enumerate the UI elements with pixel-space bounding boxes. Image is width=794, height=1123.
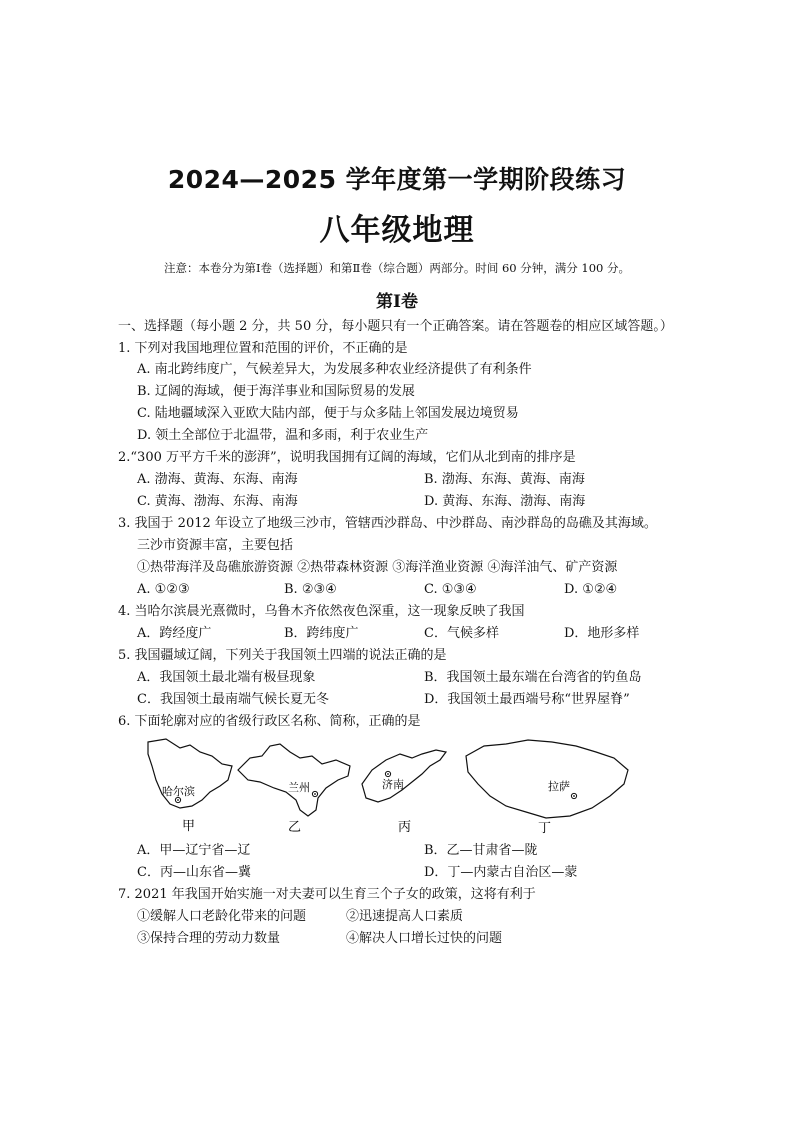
q3-stem-line2: 三沙市资源丰富，主要包括 [137,538,294,553]
q3-option-b: B. ②③④ [284,582,337,597]
map-gansu [238,744,350,835]
part-heading: 第Ⅰ卷 [376,292,418,312]
q7-item-4: ④解决人口增长过快的问题 [346,931,503,946]
q4-option-a: A．跨经度广 [137,626,212,641]
q6-option-a: A．甲—辽宁省—辽 [137,843,251,858]
q5-option-b: B．我国领土最东端在台湾省的钓鱼岛 [424,670,642,685]
exam-note: 注意：本卷分为第Ⅰ卷（选择题）和第Ⅱ卷（综合题）两部分。时间 60 分钟，满分 100 分。 [163,261,631,275]
map-city-label-1: 哈尔滨 [162,785,195,798]
q2-option-d: D. 黄海、东海、渤海、南海 [424,494,586,509]
q1-option-d: D. 领土全部位于北温带，温和多雨，利于农业生产 [137,428,429,443]
q1-option-a: A. 南北跨纬度广，气候差异大，为发展多种农业经济提供了有利条件 [137,362,532,377]
q7-item-3: ③保持合理的劳动力数量 [137,931,281,946]
q1-stem: 1. 下列对我国地理位置和范围的评价，不正确的是 [118,341,408,356]
map-tag-4: 丁 [538,821,552,836]
map-tibet [466,740,628,836]
map-tag-3: 丙 [398,820,412,835]
q3-option-c: C. ①③④ [424,582,477,597]
exam-title: 2024—2025 学年度第一学期阶段练习 [167,165,627,194]
q6-option-b: B．乙—甘肃省—陇 [424,843,538,858]
q6-option-c: C．丙—山东省—冀 [137,865,251,880]
map-city-label-4: 拉萨 [548,780,570,793]
q7-item-1: ①缓解人口老龄化带来的问题 [137,909,307,924]
q3-option-a: A. ①②③ [137,582,190,597]
q5-stem: 5. 我国疆域辽阔，下列关于我国领土四端的说法正确的是 [118,648,447,663]
q4-stem: 4. 当哈尔滨晨光熹微时，乌鲁木齐依然夜色深重，这一现象反映了我国 [118,604,525,619]
map-shandong [362,750,446,835]
q2-option-c: C. 黄海、渤海、东海、南海 [137,494,298,509]
map-city-label-3: 济南 [382,778,404,791]
map-tag-2: 乙 [288,820,302,835]
q6-stem: 6. 下面轮廓对应的省级行政区名称、简称，正确的是 [118,714,421,729]
q1-option-b: B. 辽阔的海域，便于海洋事业和国际贸易的发展 [137,384,415,399]
q2-option-b: B. 渤海、东海、黄海、南海 [424,472,585,487]
q4-option-b: B．跨纬度广 [284,626,359,641]
q3-items: ①热带海洋及岛礁旅游资源 ②热带森林资源 ③海洋渔业资源 ④海洋油气、矿产资源 [137,560,618,575]
q3-stem-line1: 3. 我国于 2012 年设立了地级三沙市，管辖西沙群岛、中沙群岛、南沙群岛的岛礁及其海域。 [118,516,657,531]
q4-option-d: D．地形多样 [564,626,640,641]
q7-stem: 7. 2021 年我国开始实施一对夫妻可以生育三个子女的政策，这将有利于 [118,887,536,902]
exam-subtitle: 八年级地理 [319,213,475,248]
section-heading: 一、选择题（每小题 2 分，共 50 分，每小题只有一个正确答案。请在答题卷的相应区域答题。） [118,319,673,334]
q2-option-a: A. 渤海、黄海、东海、南海 [137,472,298,487]
q5-option-c: C．我国领土最南端气候长夏无冬 [137,692,329,707]
q4-option-c: C．气候多样 [424,626,499,641]
q7-item-2: ②迅速提高人口素质 [346,909,464,924]
province-outline-maps [140,736,660,836]
q5-option-a: A．我国领土最北端有极昼现象 [137,670,316,685]
q2-stem: 2.“300 万平方千米的澎湃”，说明我国拥有辽阔的海域，它们从北到南的排序是 [118,450,576,465]
map-heilongjiang [148,739,232,834]
q5-option-d: D．我国领土最西端号称“世界屋脊” [424,692,630,707]
map-city-label-2: 兰州 [288,781,310,794]
q6-option-d: D．丁—内蒙古自治区—蒙 [424,865,578,880]
q1-option-c: C. 陆地疆域深入亚欧大陆内部，便于与众多陆上邻国发展边境贸易 [137,406,519,421]
map-tag-1: 甲 [182,819,196,834]
q3-option-d: D. ①②④ [564,582,618,597]
